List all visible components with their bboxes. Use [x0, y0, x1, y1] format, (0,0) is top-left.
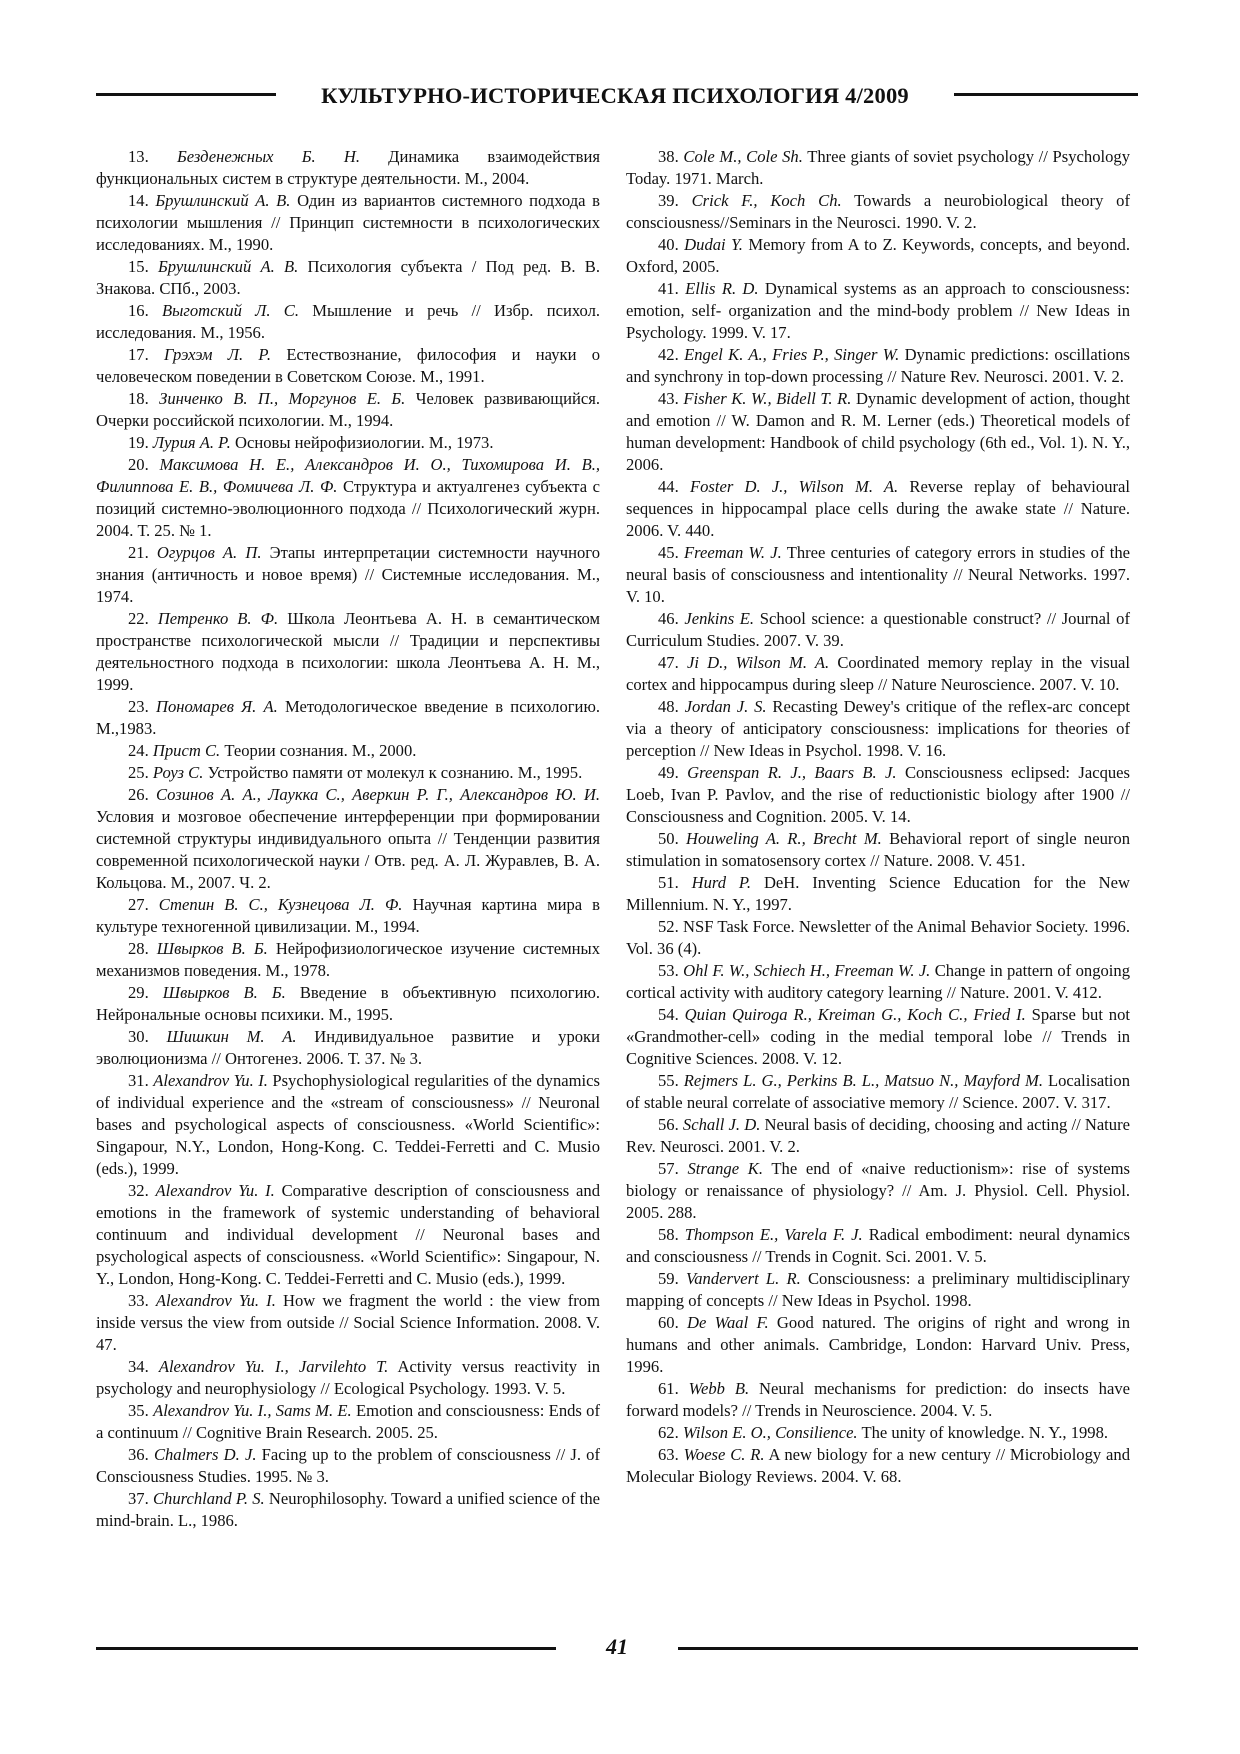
reference-text: Emotion and consciousness: Ends of a continuum // Cognitive Brain Research. 2005. 25.: [96, 1401, 600, 1442]
reference-number: 55.: [658, 1071, 679, 1090]
reference-number: 21.: [128, 543, 149, 562]
reference-item: [626, 1070, 1130, 1114]
reference-text: Behavioral report of single neuron stimulation in somatosensory cortex // Nature. 2008. V. 451.: [626, 829, 1130, 870]
reference-text: Естествознание, философия и науки о человеческом поведении в Советском Союзе. М., 1991.: [96, 345, 601, 386]
reference-text: Теории сознания. М., 2000.: [224, 741, 417, 760]
reference-text: Change in pattern of ongoing cortical activity with auditory category learning // Nature. 2001. V. 412.: [626, 961, 1130, 1002]
reference-number: 58.: [658, 1225, 679, 1244]
reference-text: Coordinated memory replay in the visual cortex and hippocampus during sleep // Nature Neuroscience. 2007. V. 10.: [626, 653, 1130, 694]
reference-text: Psychophysiological regularities of the dynamics of individual experience and the «stream of consciousness» // Neuronal bases and psychological aspects of consciousness. «World Scientific»: Singapour, N.Y., London, Hong-Kong. C. Teddei-Ferretti and C. Musio (eds.), 1999.: [96, 1071, 600, 1178]
reference-text: Методологическое введение в психологию. М.,1983.: [96, 697, 600, 738]
reference-item: [96, 300, 600, 344]
page-footer: [96, 1636, 1138, 1666]
reference-item: [96, 784, 600, 894]
reference-number: 19.: [128, 433, 149, 452]
reference-item: [626, 1268, 1130, 1312]
reference-authors: Alexandrov Yu. I., Sams M. E.: [153, 1401, 352, 1420]
reference-item: [626, 1422, 1130, 1444]
reference-number: 28.: [128, 939, 149, 958]
reference-authors: Churchland P. S.: [152, 1489, 265, 1508]
reference-number: 45.: [658, 543, 679, 562]
reference-item: [626, 762, 1130, 828]
reference-authors: Thompson E., Varela F. J.: [684, 1225, 863, 1244]
reference-item: [626, 608, 1130, 652]
reference-text: DeH. Inventing Science Education for the New Millennium. N. Y., 1997.: [626, 873, 1131, 914]
reference-text: Структура и актуалгенез субъекта с позиций системно-эволюционного подхода // Психологический журн. 2004. Т. 25. № 1.: [96, 477, 601, 540]
reference-number: 33.: [128, 1291, 149, 1310]
reference-text: The end of «naive reductionism»: rise of systems biology or renaissance of physiology? // Am. J. Physiol. Cell. Physiol. 2005. 288.: [626, 1159, 1130, 1222]
reference-number: 50.: [658, 829, 679, 848]
reference-item: [626, 476, 1130, 542]
page-number: 41: [606, 1634, 628, 1659]
reference-number: 13.: [128, 147, 149, 166]
reference-authors: Dudai Y.: [684, 235, 743, 254]
reference-authors: Alexandrov Yu. I.: [155, 1291, 276, 1310]
reference-item: [626, 916, 1130, 960]
reference-text: Человек развивающийся. Очерки российской психологии. М., 1994.: [96, 389, 600, 430]
reference-item: [626, 1004, 1130, 1070]
reference-item: [626, 146, 1130, 190]
reference-number: 29.: [128, 983, 149, 1002]
reference-item: [96, 432, 600, 454]
reference-number: 30.: [128, 1027, 149, 1046]
reference-authors: Прист С.: [152, 741, 221, 760]
reference-authors: Грэхэм Л. Р.: [164, 345, 272, 364]
reference-number: 51.: [658, 873, 679, 892]
reference-authors: Роуз С.: [152, 763, 204, 782]
reference-number: 23.: [128, 697, 149, 716]
reference-authors: Alexandrov Yu. I., Jarvilehto T.: [158, 1357, 389, 1376]
reference-item: [626, 960, 1130, 1004]
reference-item: [626, 828, 1130, 872]
reference-text: Один из вариантов системного подхода в психологии мышления // Принцип системности в психологических исследованиях. М., 1990.: [96, 191, 600, 254]
reference-item: [96, 1444, 600, 1488]
reference-number: 63.: [658, 1445, 679, 1464]
reference-authors: Петренко В. Ф.: [157, 609, 279, 628]
reference-number: 43.: [658, 389, 679, 408]
reference-text: Sparse but not «Grandmother-cell» coding in the medial temporal lobe // Trends in Cognitive Sciences. 2008. V. 12.: [626, 1005, 1130, 1068]
reference-item: [96, 1290, 600, 1356]
reference-text: How we fragment the world : the view from inside versus the view from outside // Social Science Information. 2008. V. 47.: [96, 1291, 600, 1354]
reference-number: 46.: [658, 609, 679, 628]
reference-authors: Максимова Н. Е., Александров И. О., Тихомирова И. В., Филиппова Е. В., Фомичева Л. Ф.: [96, 455, 600, 496]
reference-number: 41.: [658, 279, 679, 298]
reference-authors: Брушлинский А. В.: [158, 257, 299, 276]
running-header: [96, 76, 1138, 116]
reference-item: [626, 1158, 1130, 1224]
reference-number: 53.: [658, 961, 679, 980]
reference-number: 24.: [128, 741, 149, 760]
reference-text: A new biology for a new century // Microbiology and Molecular Biology Reviews. 2004. V. 68.: [626, 1445, 1130, 1486]
reference-item: [96, 740, 600, 762]
reference-number: 56.: [658, 1115, 679, 1134]
reference-item: [626, 1444, 1130, 1488]
reference-text: Устройство памяти от молекул к сознанию. М., 1995.: [207, 763, 583, 782]
reference-text: Three centuries of category errors in studies of the neural basis of consciousness and intentionality // Neural Networks. 1997. V. 10.: [626, 543, 1130, 606]
reference-text: Localisation of stable neural correlate of associative memory // Science. 2007. V. 317.: [626, 1071, 1131, 1112]
reference-number: 42.: [658, 345, 679, 364]
reference-authors: Степин В. С., Кузнецова Л. Ф.: [158, 895, 403, 914]
reference-number: 52.: [658, 917, 679, 936]
reference-authors: Швырков В. Б.: [156, 939, 268, 958]
reference-item: [626, 388, 1130, 476]
reference-text: Dynamic predictions: oscillations and synchrony in top-down processing // Nature Rev. Neurosci. 2001. V. 2.: [626, 345, 1130, 386]
reference-number: 14.: [128, 191, 149, 210]
reference-number: 61.: [658, 1379, 679, 1398]
reference-item: [626, 652, 1130, 696]
reference-number: 38.: [658, 147, 679, 166]
reference-text: Нейрофизиологическое изучение системных механизмов поведения. М., 1978.: [96, 939, 600, 980]
reference-text: Научная картина мира в культуре техногенной цивилизации. М., 1994.: [96, 895, 600, 936]
reference-authors: Engel K. A., Fries P., Singer W.: [684, 345, 900, 364]
reference-authors: Hurd P.: [691, 873, 752, 892]
footer-rule-right: [678, 1647, 1138, 1650]
reference-authors: Брушлинский А. В.: [155, 191, 291, 210]
reference-number: 16.: [128, 301, 149, 320]
reference-number: 47.: [658, 653, 679, 672]
reference-item: [96, 256, 600, 300]
reference-text: Memory from A to Z. Keywords, concepts, and beyond. Oxford, 2005.: [626, 235, 1130, 276]
reference-item: [96, 344, 600, 388]
reference-item: [626, 1312, 1130, 1378]
reference-item: [96, 608, 600, 696]
reference-authors: Лурия А. Р.: [152, 433, 231, 452]
references-column-left: [96, 146, 600, 1532]
reference-text: Мышление и речь // Избр. психол. исследования. М., 1956.: [96, 301, 601, 342]
reference-item: [96, 696, 600, 740]
reference-item: [96, 1488, 600, 1532]
reference-item: [96, 982, 600, 1026]
reference-text: Dynamical systems as an approach to consciousness: emotion, self- organization and the mind-body problem // New Ideas in Psychology. 1999. V. 17.: [626, 279, 1130, 342]
reference-text: Neural basis of deciding, choosing and acting // Nature Rev. Neurosci. 2001. V. 2.: [626, 1115, 1130, 1156]
reference-authors: Выготский Л. С.: [162, 301, 299, 320]
reference-text: Three giants of soviet psychology // Psychology Today. 1971. March.: [626, 147, 1130, 188]
reference-authors: Woese C. R.: [683, 1445, 765, 1464]
reference-authors: Безденежных Б. Н.: [176, 147, 360, 166]
reference-text: The unity of knowledge. N. Y., 1998.: [861, 1423, 1109, 1442]
reference-item: [96, 146, 600, 190]
reference-item: [96, 1400, 600, 1444]
reference-number: 32.: [128, 1181, 149, 1200]
reference-authors: Шишкин М. А.: [166, 1027, 297, 1046]
reference-authors: Ellis R. D.: [685, 279, 759, 298]
reference-authors: Cole M., Cole Sh.: [683, 147, 803, 166]
reference-authors: Freeman W. J.: [684, 543, 782, 562]
reference-number: 36.: [128, 1445, 149, 1464]
reference-text: Radical embodiment: neural dynamics and consciousness // Trends in Cognit. Sci. 2001. V. 5.: [626, 1225, 1130, 1266]
reference-authors: Ohl F. W., Schiech H., Freeman W. J.: [683, 961, 931, 980]
reference-text: NSF Task Force. Newsletter of the Animal Behavior Society. 1996. Vol. 36 (4).: [626, 917, 1130, 958]
reference-text: Comparative description of consciousness and emotions in the framework of systemic understanding of behavioral continuum and individual development // Neuronal bases and psychological aspects of consciousness. «World Scientific»: Singapour, N. Y., London, Hong-Kong. C. Teddei-Ferretti and C. Musio (eds.), 1999.: [96, 1181, 600, 1288]
reference-number: 31.: [128, 1071, 149, 1090]
references-column-right: [626, 146, 1130, 1488]
reference-text: School science: a questionable construct? // Journal of Curriculum Studies. 2007. V. 39.: [626, 609, 1130, 650]
reference-number: 57.: [658, 1159, 679, 1178]
reference-authors: Foster D. J., Wilson M. A.: [689, 477, 899, 496]
reference-item: [626, 542, 1130, 608]
reference-item: [96, 1356, 600, 1400]
reference-text: Условия и мозговое обеспечение интерференции при формировании системной структуры индивидуального опыта // Тенденции развития современной психологической науки / Отв. ред. А. Л. Журавлев, В. А. Кольцова. М., 2007. Ч. 2.: [96, 807, 600, 892]
reference-authors: Schall J. D.: [682, 1115, 761, 1134]
reference-text: Reverse replay of behavioural sequences in hippocampal place cells during the awake state // Nature. 2006. V. 440.: [626, 477, 1131, 540]
reference-item: [96, 1180, 600, 1290]
reference-authors: Vandervert L. R.: [685, 1269, 801, 1288]
reference-authors: Webb B.: [688, 1379, 750, 1398]
reference-item: [96, 190, 600, 256]
reference-authors: Rejmers L. G., Perkins B. L., Matsuo N., Mayford M.: [683, 1071, 1043, 1090]
reference-authors: Пономарев Я. А.: [156, 697, 278, 716]
reference-authors: Jenkins E.: [684, 609, 755, 628]
reference-text: Школа Леонтьева А. Н. в семантическом пространстве психологической мысли // Традиции и перспективы деятельностного подхода в психологии: школа Леонтьева А. Н. М., 1999.: [96, 609, 600, 694]
reference-item: [626, 1378, 1130, 1422]
reference-text: Индивидуальное развитие и уроки эволюционизма // Онтогенез. 2006. Т. 37. № 3.: [96, 1027, 600, 1068]
reference-number: 17.: [128, 345, 149, 364]
reference-authors: Strange K.: [687, 1159, 763, 1178]
reference-text: Good natured. The origins of right and wrong in humans and other animals. Cambridge, London: Harvard Univ. Press, 1996.: [626, 1313, 1131, 1376]
reference-item: [626, 696, 1130, 762]
reference-item: [96, 454, 600, 542]
reference-text: Neurophilosophy. Toward a unified science of the mind-brain. L., 1986.: [96, 1489, 600, 1530]
reference-text: Dynamic development of action, thought and emotion // W. Damon and R. M. Lerner (eds.) Theoretical models of human development: Handbook of child psychology (6th ed., Vol. 1). N. Y., 2006.: [626, 389, 1130, 474]
reference-number: 40.: [658, 235, 679, 254]
reference-text: Towards a neurobiological theory of consciousness//Seminars in the Neurosci. 1990. V. 2.: [626, 191, 1130, 232]
reference-number: 22.: [128, 609, 149, 628]
reference-authors: Alexandrov Yu. I.: [155, 1181, 275, 1200]
reference-authors: Ji D., Wilson M. A.: [686, 653, 830, 672]
reference-text: Основы нейрофизиологии. М., 1973.: [234, 433, 494, 452]
reference-authors: Wilson E. O., Consilience.: [682, 1423, 858, 1442]
reference-text: Этапы интерпретации системности научного знания (античность и новое время) // Системные исследования. М., 1974.: [96, 543, 600, 606]
reference-text: Введение в объективную психологию. Нейрональные основы психики. М., 1995.: [96, 983, 600, 1024]
reference-text: Consciousness eclipsed: Jacques Loeb, Ivan P. Pavlov, and the rise of reductionistic biology after 1900 // Consciousness and Cognition. 2005. V. 14.: [626, 763, 1130, 826]
reference-number: 20.: [128, 455, 149, 474]
reference-authors: Alexandrov Yu. I.: [153, 1071, 268, 1090]
reference-number: 39.: [658, 191, 679, 210]
reference-number: 18.: [128, 389, 149, 408]
reference-text: Activity versus reactivity in psychology and neurophysiology // Ecological Psychology. 1993. V. 5.: [96, 1357, 601, 1398]
reference-item: [626, 234, 1130, 278]
reference-item: [626, 190, 1130, 234]
reference-authors: Fisher K. W., Bidell T. R.: [683, 389, 852, 408]
journal-title: КУЛЬТУРНО-ИСТОРИЧЕСКАЯ ПСИХОЛОГИЯ 4/2009: [321, 83, 909, 108]
reference-number: 37.: [128, 1489, 149, 1508]
reference-number: 54.: [658, 1005, 679, 1024]
reference-text: Психология субъекта / Под ред. В. В. Знакова. СПб., 2003.: [96, 257, 601, 298]
reference-number: 44.: [658, 477, 679, 496]
header-rule-left: [96, 93, 276, 96]
reference-number: 25.: [128, 763, 149, 782]
reference-item: [96, 542, 600, 608]
reference-text: Recasting Dewey's critique of the reflex-arc concept via a theory of anticipatory consciousness: implications for theories of perception // New Ideas in Psychol. 1998. V. 16.: [626, 697, 1130, 760]
reference-number: 35.: [128, 1401, 149, 1420]
reference-authors: Quian Quiroga R., Kreiman G., Koch C., Fried I.: [684, 1005, 1026, 1024]
reference-item: [96, 1026, 600, 1070]
reference-text: Facing up to the problem of consciousness // J. of Consciousness Studies. 1995. № 3.: [96, 1445, 600, 1486]
reference-number: 62.: [658, 1423, 679, 1442]
reference-item: [626, 344, 1130, 388]
reference-number: 26.: [128, 785, 149, 804]
reference-item: [626, 278, 1130, 344]
reference-item: [626, 1114, 1130, 1158]
reference-number: 15.: [128, 257, 149, 276]
reference-authors: De Waal F.: [687, 1313, 769, 1332]
reference-item: [96, 1070, 600, 1180]
reference-authors: Jordan J. S.: [684, 697, 767, 716]
reference-item: [96, 388, 600, 432]
reference-number: 34.: [128, 1357, 149, 1376]
reference-number: 60.: [658, 1313, 679, 1332]
reference-authors: Созинов А. А., Лаукка С., Аверкин Р. Г., Александров Ю. И.: [155, 785, 600, 804]
reference-item: [96, 894, 600, 938]
reference-authors: Огурцов А. П.: [156, 543, 262, 562]
reference-text: Neural mechanisms for prediction: do insects have forward models? // Trends in Neuroscience. 2004. V. 5.: [626, 1379, 1130, 1420]
reference-authors: Швырков В. Б.: [162, 983, 286, 1002]
reference-authors: Chalmers D. J.: [153, 1445, 257, 1464]
header-rule-right: [954, 93, 1138, 96]
reference-authors: Houweling A. R., Brecht M.: [686, 829, 882, 848]
reference-item: [96, 762, 600, 784]
reference-number: 49.: [658, 763, 679, 782]
reference-authors: Greenspan R. J., Baars B. J.: [687, 763, 897, 782]
reference-text: Consciousness: a preliminary multidisciplinary mapping of concepts // New Ideas in Psychol. 1998.: [626, 1269, 1130, 1310]
reference-item: [626, 872, 1130, 916]
reference-text: Динамика взаимодействия функциональных систем в структуре деятельности. М., 2004.: [96, 147, 600, 188]
reference-number: 27.: [128, 895, 149, 914]
reference-authors: Зинченко В. П., Моргунов Е. Б.: [159, 389, 406, 408]
reference-number: 59.: [658, 1269, 679, 1288]
reference-item: [626, 1224, 1130, 1268]
reference-item: [96, 938, 600, 982]
reference-authors: Crick F., Koch Ch.: [691, 191, 842, 210]
reference-number: 48.: [658, 697, 679, 716]
